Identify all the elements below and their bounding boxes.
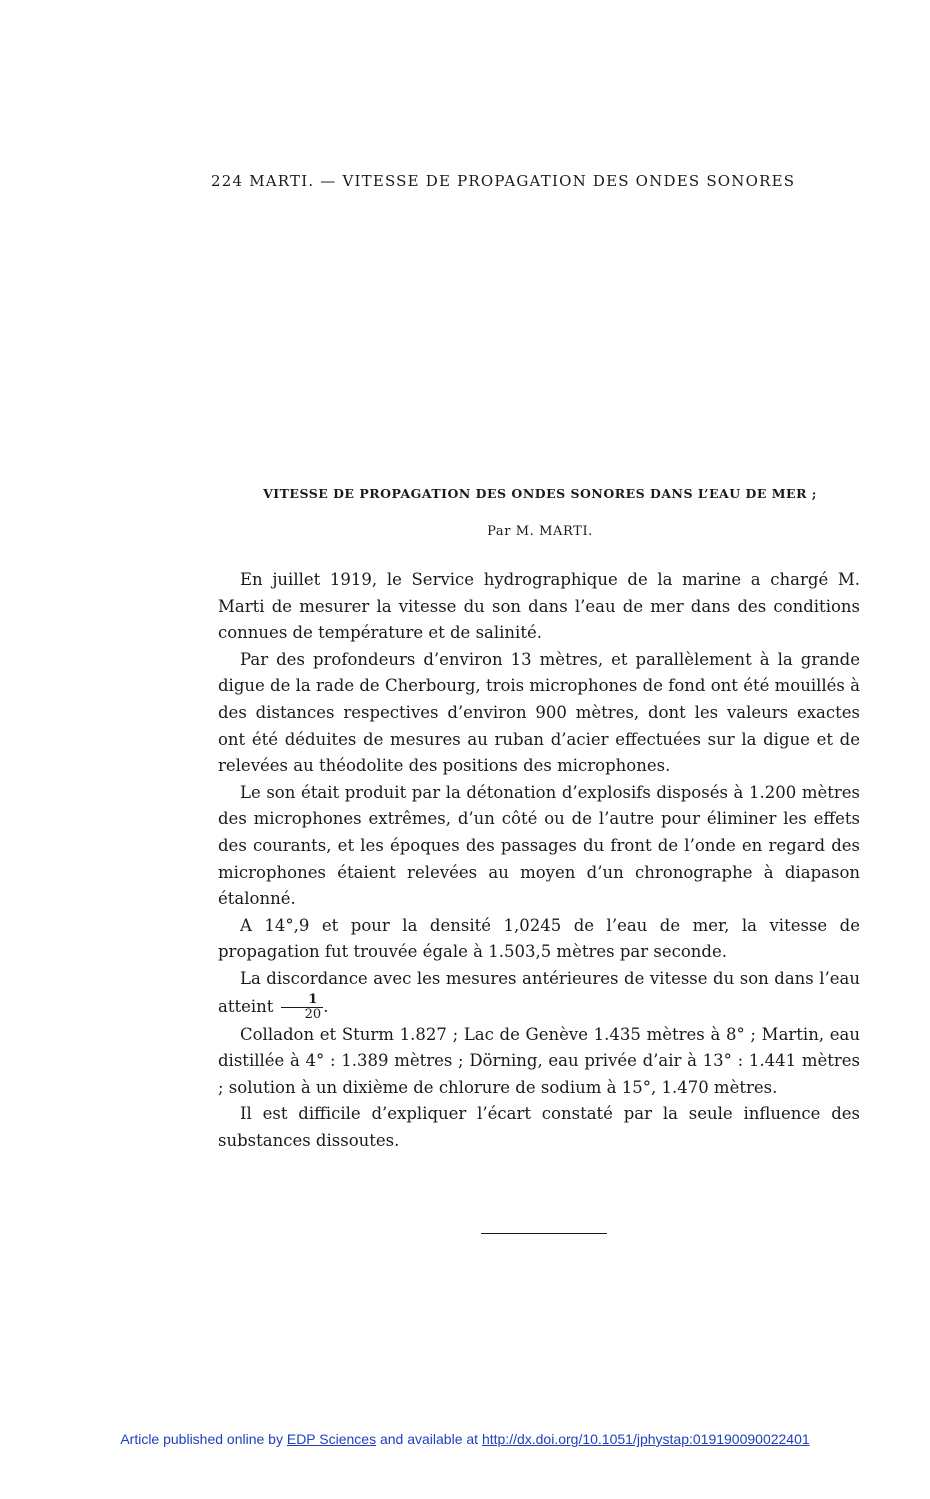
paragraph-with-fraction: La discordance avec les mesures antérieures de vitesse du son dans l’eau atteint $\frac{1}{20}$ . bbox=[218, 968, 860, 1022]
end-rule bbox=[481, 1233, 607, 1234]
running-head: 224 MARTI. — VITESSE DE PROPAGATION DES ONDES SONORES bbox=[211, 172, 796, 190]
footer-middle: and available at bbox=[376, 1431, 482, 1447]
publisher-link[interactable]: EDP Sciences bbox=[286, 1431, 377, 1447]
paragraph-text: La discordance avec les mesures antérieures de vitesse du son dans l’eau atteint bbox=[218, 968, 860, 1016]
fraction-denominator: 20 bbox=[304, 1006, 322, 1022]
paragraph: Colladon et Sturm 1.827 ; Lac de Genève 1.435 mètres à 8° ; Martin, eau distillée à 4° : 1.389 mètres ; Dörning, eau privée d’air à 13° : 1.441 mètres ; solution à un dixième de chlorure de sodium à 15°, 1.470 mètres. bbox=[218, 1024, 860, 1097]
fraction bbox=[281, 993, 324, 1022]
fraction-numerator: 1 bbox=[281, 993, 324, 1008]
paragraph: En juillet 1919, le Service hydrographique de la marine a chargé M. Marti de mesurer la vitesse du son dans l’eau de mer dans des conditions connues de température et de salinité. bbox=[218, 570, 860, 643]
article-body bbox=[218, 567, 860, 1154]
publication-footer bbox=[0, 1431, 930, 1447]
footer-prefix: Article published online by bbox=[120, 1431, 287, 1447]
paragraph: Le son était produit par la détonation d’explosifs disposés à 1.200 mètres des microphones extrêmes, d’un côté ou de l’autre pour éliminer les effets des courants, et les époques des passages du front de l’onde en regard des microphones étaient relevées au moyen d’un chronographe à diapason étalonné. bbox=[218, 782, 860, 909]
article-byline: Par M. MARTI. bbox=[487, 524, 593, 539]
doi-link[interactable]: http://dx.doi.org/10.1051/jphystap:019190090022401 bbox=[481, 1431, 810, 1447]
paragraph: Par des profondeurs d’environ 13 mètres, et parallèlement à la grande digue de la rade de Cherbourg, trois microphones de fond ont été mouillés à des distances respectives d’environ 900 mètres, dont les valeurs exactes ont été déduites de mesures au ruban d’acier effectuées sur la digue et de relevées au théodolite des positions des microphones. bbox=[218, 649, 860, 776]
paragraph: Il est difficile d’expliquer l’écart constaté par la seule influence des substances dissoutes. bbox=[218, 1104, 860, 1150]
paragraph: A 14°,9 et pour la densité 1,0245 de l’eau de mer, la vitesse de propagation fut trouvée égale à 1.503,5 mètres par seconde. bbox=[218, 915, 860, 962]
article-title: VITESSE DE PROPAGATION DES ONDES SONORES DANS L’EAU DE MER ; bbox=[263, 486, 817, 501]
